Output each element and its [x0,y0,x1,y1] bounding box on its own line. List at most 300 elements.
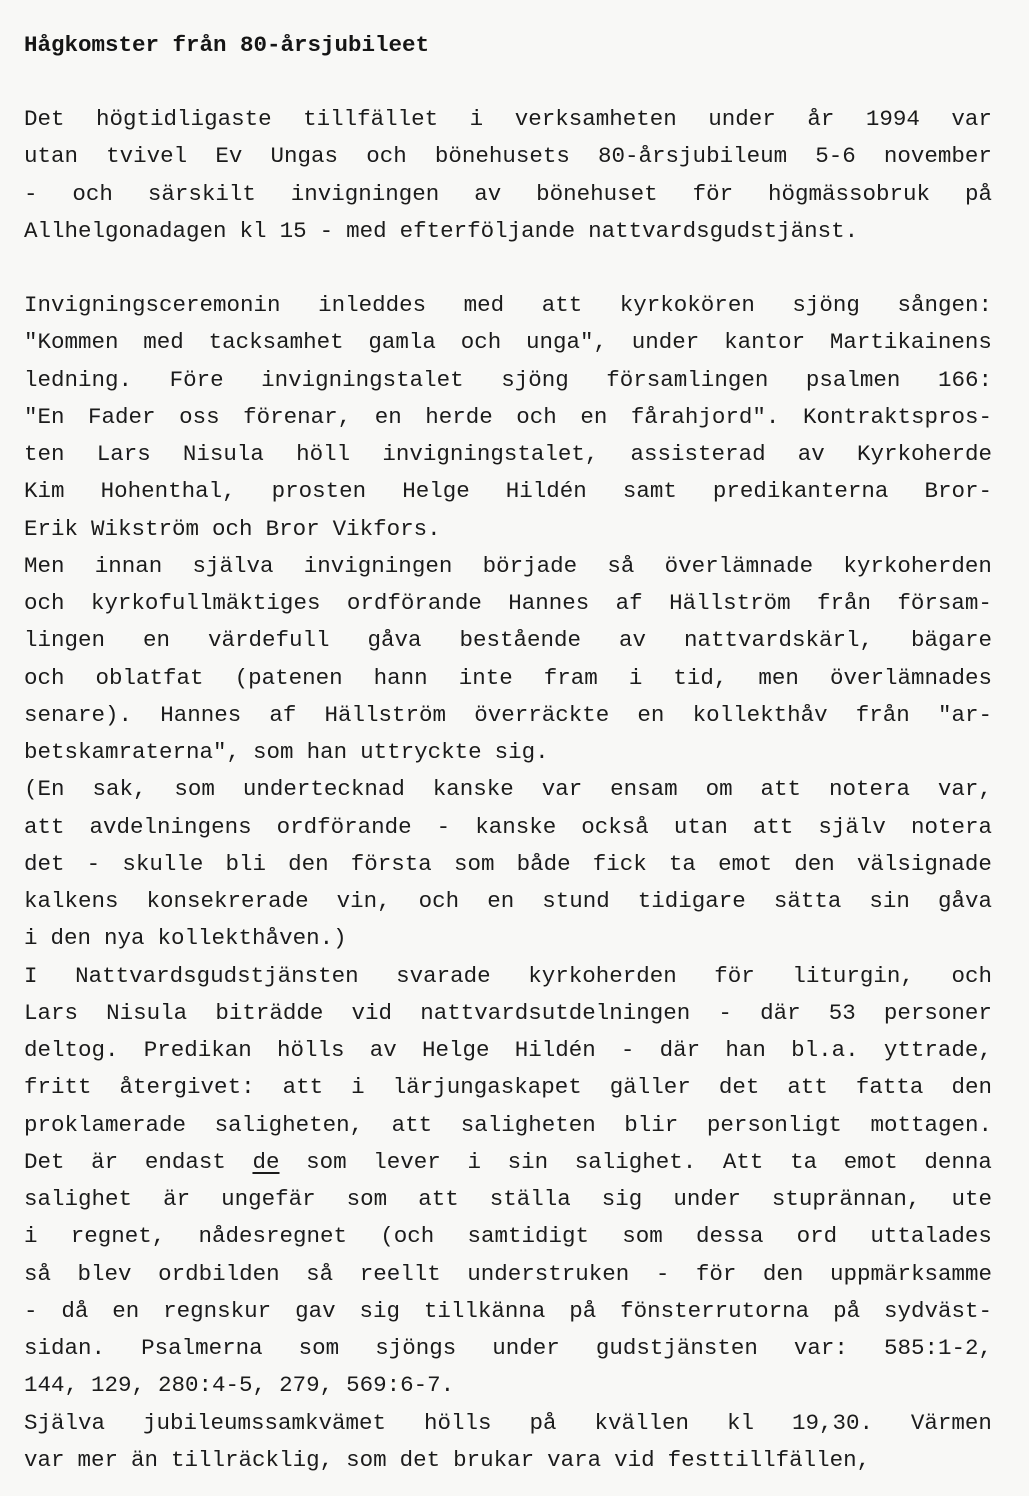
word: var: [793,1335,848,1361]
word: reellt [359,1260,441,1287]
word: vin, [336,888,391,914]
word: Hannes [508,590,590,616]
underlined-word: de [252,1148,280,1175]
text-line [24,1036,992,1064]
word: - [319,217,334,244]
word: under [673,1186,741,1212]
word: vid [351,999,393,1026]
word: ensam [610,776,678,803]
word: fårahjord". [630,403,780,430]
word: kanske [432,776,514,803]
word: en [637,701,665,728]
word: ställa [489,1186,571,1212]
word: Hildén [505,478,587,505]
text-line [24,366,992,394]
word: bägare [910,627,992,654]
word: dessa [695,1223,764,1250]
word: tvivel [106,143,188,170]
word: han [306,739,348,765]
word: och [24,664,65,691]
word: gåva [937,888,992,914]
text-line [24,217,992,245]
word: församlingen [606,366,769,393]
text-line [24,1409,992,1437]
word: överlämnade [664,552,814,579]
word: tacksamhet [208,329,344,356]
text-line [24,738,992,766]
word: kollekthåv [692,701,828,728]
word: en [374,403,402,430]
word: den [951,1074,992,1101]
word: en [112,1297,140,1324]
word: verksamheten [514,106,677,132]
word: personligt [706,1111,842,1138]
word: assisterad [630,441,766,467]
word: 585:1-2, [883,1335,992,1361]
word: Hällström [669,590,791,616]
word: som [306,1148,347,1175]
word: Vikfors. [332,515,441,542]
word: att [282,1074,324,1101]
word: förenar, [243,403,352,430]
word: en [142,627,170,654]
word: kyrkoherden [843,552,992,579]
word: notera [828,776,910,803]
word: särskilt [147,180,256,207]
word: saligheten [460,1111,596,1138]
word: det [718,1074,760,1101]
word: mottagen. [870,1111,992,1138]
word: bönehuset [536,180,658,207]
text-line [24,142,992,170]
word: Bror- [924,478,992,505]
word: i [24,925,38,952]
text-line [24,813,992,841]
word: ordförande [276,813,412,840]
word: under [492,1335,560,1361]
word: och [72,180,113,207]
word: (En [24,776,65,803]
word: av [618,627,646,654]
word: och [951,962,992,989]
word: oblatfat [95,664,204,691]
text-line [24,403,992,431]
word: I [24,962,38,989]
word: regnskur [163,1297,272,1324]
word: år [807,106,835,132]
text-line [24,105,992,133]
word: blir [624,1111,679,1138]
word: en [487,888,515,914]
word: i [628,664,643,691]
word: Martikainens [829,329,992,356]
word: lingen [24,627,106,654]
word: Att [722,1148,764,1175]
word: som [298,1335,340,1361]
word: Fader [88,403,156,430]
word: sin [507,1148,549,1175]
word: stuprännan, [771,1186,921,1212]
word: sin [869,888,910,914]
word: kyrkokören [619,292,755,318]
word: bestående [459,627,581,654]
word: ute [951,1186,992,1212]
word: och [24,590,65,616]
word: fram [543,664,598,691]
word: predikanterna [712,478,889,505]
word: biträdde [215,999,324,1026]
word: Det [24,1148,65,1175]
word: under [708,106,776,132]
word: och [460,329,502,356]
word: Helge [421,1037,490,1063]
word: kl [239,217,267,244]
word: på [529,1409,557,1436]
word: regnet, [70,1223,166,1250]
word: kollekthåven.) [157,925,347,952]
text-line [24,552,992,580]
word: Nisula [106,999,188,1026]
word: Nattvardsgudstjänsten [75,962,359,989]
word: invigningstalet, [382,441,599,467]
word: från [855,701,910,728]
word: uttalades [870,1223,992,1250]
word: nådesregnet [198,1223,347,1250]
text-line [24,180,992,208]
word: 53 [828,999,856,1026]
text-line [24,1446,992,1474]
text-line [24,515,992,543]
word: betskamraterna", [24,739,241,765]
text-line [24,477,992,505]
word: av [369,1037,397,1063]
word: 1994 [865,106,920,132]
word: vid [614,1446,655,1473]
word: att [752,813,794,840]
text-line [24,440,992,468]
text-line [24,1371,992,1399]
word: så [607,552,635,579]
word: sig. [494,739,549,765]
word: efterföljande [399,217,576,244]
word: kl [726,1409,754,1436]
word: sjöng [792,292,860,318]
word: själv [818,813,886,840]
word: då [61,1297,89,1324]
word: kalkens [24,888,119,914]
word: höll [296,441,351,467]
word: i [24,1223,38,1250]
word: brukar [453,1446,535,1473]
word: nattvardsgudstjänst. [588,217,859,244]
word: den [50,925,92,952]
word: om [705,776,733,803]
word: (patenen [234,664,343,691]
word: gamla [368,329,436,356]
word: tillkänna [423,1297,546,1324]
word: i [467,1148,481,1175]
word: hann [373,664,428,691]
word: som [253,739,294,765]
word: svarade [396,962,491,989]
word: "ar- [937,701,992,728]
word: notera [910,813,992,840]
word: som [346,1446,387,1473]
word: och [418,888,460,914]
word: Helge [402,478,470,505]
word: sig [601,1186,643,1212]
word: Hannes [160,701,242,728]
word: lever [373,1148,441,1175]
word: under [631,329,700,356]
word: unga", [526,329,608,356]
word: han [725,1037,766,1063]
word: 129, [91,1372,146,1399]
word: överräckte [474,701,610,728]
text-line [24,1222,992,1250]
word: inleddes [318,292,427,318]
word: nattvardskärl, [683,627,873,654]
word: uttryckte [360,739,482,765]
word: festtillfällen, [667,1446,871,1473]
word: Värmen [910,1409,992,1436]
word: och [212,515,253,542]
text-line [24,291,992,319]
word: ordbilden [158,1260,280,1287]
word: sig [359,1297,400,1324]
word: understruken [467,1260,630,1287]
word: konsekrerade [146,888,309,914]
word: var [951,106,992,132]
text-line [24,962,992,990]
word: som [453,850,495,877]
word: Psalmerna [141,1335,263,1361]
word: att [391,1111,433,1138]
word: "Kommen [24,329,119,356]
text-line [24,850,992,878]
word: saligheten, [214,1111,364,1138]
word: undertecknad [242,776,405,803]
word: sydväst- [883,1297,992,1324]
word: personer [883,999,992,1026]
word: ta [790,1148,818,1175]
word: invigningstalet [261,366,464,393]
word: emot [718,850,773,877]
word: Hohenthal, [100,478,236,505]
word: 280:4-5, [158,1372,267,1399]
word: skulle [122,850,204,877]
word: herde [425,403,493,430]
word: bl.a. [791,1037,859,1063]
word: var, [937,776,992,803]
word: nattvardsutdelningen [420,999,691,1026]
word: stund [542,888,610,914]
word: lärjungaskapet [392,1074,582,1101]
word: för [692,180,734,207]
word: gudstjänsten [595,1335,758,1361]
text-line [24,775,992,803]
word: 19,30. [791,1409,873,1436]
word: avdelningens [89,813,252,840]
word: Själva [24,1409,106,1436]
word: Kim [24,478,65,505]
word: Före [169,366,224,393]
word: överlämnades [829,664,992,691]
word: Hällström [324,701,447,728]
word: högtidligaste [96,106,272,132]
word: Allhelgonadagen [24,217,227,244]
text-line [24,589,992,617]
word: samtidigt [467,1223,589,1250]
word: kyrkoherden [528,962,677,989]
text-line [24,1185,992,1213]
word: själva [192,552,274,579]
word: af [615,590,643,616]
word: - [436,813,451,840]
word: ledning. [24,366,133,393]
word: den [288,850,329,877]
word: sjöngs [375,1335,457,1361]
word: en [580,403,608,430]
word: samt [622,478,677,505]
word: att [418,1186,459,1212]
word: att [787,1074,828,1101]
text-line [24,626,992,654]
word: kanske [475,813,557,840]
text-line [24,887,992,915]
word: fritt [24,1074,92,1101]
word: 5-6 [815,143,856,170]
word: yttrade, [883,1037,992,1063]
word: på [964,180,992,207]
word: det [399,1446,441,1473]
word: vara [547,1446,602,1473]
word: kantor [724,329,806,356]
word: är [91,1148,119,1175]
word: salighet. [574,1148,697,1175]
word: var [24,1446,65,1473]
word: Kyrkoherde [856,441,992,467]
word: gav [295,1297,336,1324]
word: - [620,1037,635,1063]
word: fönsterrutorna [620,1297,810,1324]
word: är [163,1186,191,1212]
word: kyrkofullmäktiges [90,590,321,616]
word: sången: [897,292,992,318]
word: där [659,1037,701,1063]
word: deltog. [24,1037,119,1063]
word: bli [225,850,266,877]
word: den [794,850,835,877]
word: - [655,1260,670,1287]
word: 166: [937,366,992,393]
text-line [24,1260,992,1288]
word: november [883,143,992,170]
word: på [569,1297,597,1324]
word: att [760,776,802,803]
word: med [143,329,184,356]
word: men [758,664,799,691]
word: tidigare [637,888,746,914]
word: endast [144,1148,226,1175]
word: denna [924,1148,992,1175]
text-line [24,999,992,1027]
word: än [131,1446,159,1473]
word: tillräcklig, [171,1446,334,1473]
word: Invigningsceremonin [24,292,281,318]
text-line [24,328,992,356]
word: oss [179,403,220,430]
word: i [351,1074,365,1101]
word: innan [94,552,163,579]
word: Hildén [514,1037,596,1063]
word: ten [24,441,65,467]
word: som [622,1223,663,1250]
word: emot [843,1148,898,1175]
word: i [469,106,484,132]
word: Predikan [143,1037,252,1063]
word: första [350,850,432,877]
text-line [24,924,992,952]
word: Ungas [270,143,339,170]
word: liturgin, [792,962,914,989]
word: salighet [24,1186,133,1212]
word: bönehusets [434,143,570,170]
word: invigningen [290,180,440,207]
word: hölls [276,1037,345,1063]
word: ta [668,850,696,877]
word: började [482,552,578,579]
word: för [695,1260,737,1287]
word: - [24,1297,38,1324]
word: 15 [279,217,307,244]
word: inte [458,664,513,691]
word: med [346,217,387,244]
word: så [306,1260,334,1287]
word: (och [380,1223,435,1250]
word: återgivet: [119,1074,255,1101]
word: uppmärksamme [829,1260,992,1287]
word: mer [77,1446,119,1473]
word: Ev [215,143,243,170]
word: sidan. [24,1335,106,1361]
word: att [24,813,65,840]
word: psalmen [805,366,901,393]
text-line [24,1148,992,1176]
word: och [366,143,407,170]
word: prosten [271,478,367,505]
word: blev [77,1260,132,1287]
text-line [24,1297,992,1325]
word: var [541,776,583,803]
word: från [817,590,872,616]
word: det [24,850,65,877]
word: utan [24,143,79,170]
word: nya [104,925,145,952]
word: hölls [424,1409,492,1436]
word: där [760,999,801,1026]
word: invigningen [303,552,453,579]
word: senare). [24,701,133,728]
word: av [797,441,825,467]
word: 279, [279,1372,334,1399]
word: som [346,1186,388,1212]
word: tillfället [303,106,439,132]
word: ungefär [221,1186,316,1212]
word: för [714,962,755,989]
word: tid, [673,664,728,691]
word: så [24,1260,52,1287]
